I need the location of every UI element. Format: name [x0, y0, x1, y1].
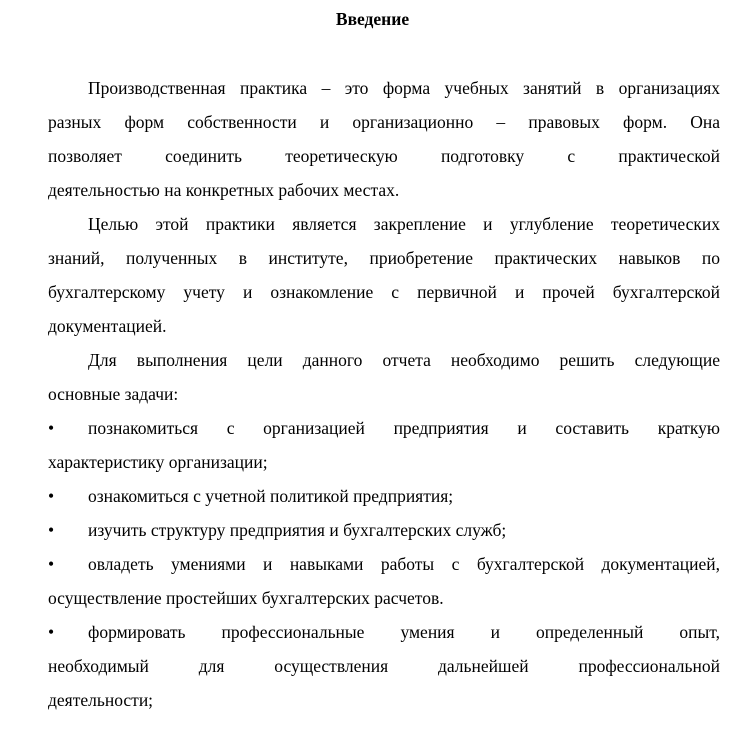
text-line: бухгалтерскому учету и ознакомление с первичной и прочей бухгалтерской: [48, 282, 720, 302]
bullet-icon: •: [48, 486, 55, 506]
bullet-icon: •: [48, 520, 55, 540]
text-line: формировать профессиональные умения и определенный опыт,: [88, 622, 720, 642]
bullet-icon: •: [48, 418, 55, 438]
text-line: Производственная практика – это форма учебных занятий в организациях: [88, 78, 720, 98]
text-line: овладеть умениями и навыками работы с бухгалтерской документацией,: [88, 554, 720, 574]
bullet-item: [48, 479, 720, 513]
text-line: деятельности;: [48, 690, 154, 710]
text-line: необходимый для осуществления дальнейшей профессиональной: [48, 656, 720, 676]
paragraph: [48, 207, 720, 343]
text-line: Целью этой практики является закрепление и углубление теоретических: [88, 214, 720, 234]
text-line: познакомиться с организацией предприятия и составить краткую: [88, 418, 720, 438]
bullet-icon: •: [48, 554, 55, 574]
text-line: основные задачи:: [48, 384, 179, 404]
text-line: документацией.: [48, 316, 167, 336]
page-title: Введение: [335, 9, 410, 29]
text-line: Для выполнения цели данного отчета необходимо решить следующие: [88, 350, 720, 370]
bullet-item: [48, 547, 720, 615]
text-line: ознакомиться с учетной политикой предприятия;: [88, 486, 454, 506]
document-body: [48, 71, 720, 717]
text-line: деятельностью на конкретных рабочих местах.: [48, 180, 400, 200]
paragraph: [48, 71, 720, 207]
text-line: характеристику организации;: [48, 452, 268, 472]
bullet-icon: •: [48, 622, 55, 642]
bullet-item: [48, 513, 720, 547]
text-line: разных форм собственности и организационно – правовых форм. Она: [48, 112, 720, 132]
text-line: позволяет соединить теоретическую подготовку с практической: [48, 146, 720, 166]
text-line: изучить структуру предприятия и бухгалтерских служб;: [88, 520, 507, 540]
bullet-item: [48, 615, 720, 717]
text-line: знаний, полученных в институте, приобретение практических навыков по: [48, 248, 720, 268]
text-line: осуществление простейших бухгалтерских расчетов.: [48, 588, 444, 608]
bullet-item: [48, 411, 720, 479]
paragraph: [48, 343, 720, 411]
